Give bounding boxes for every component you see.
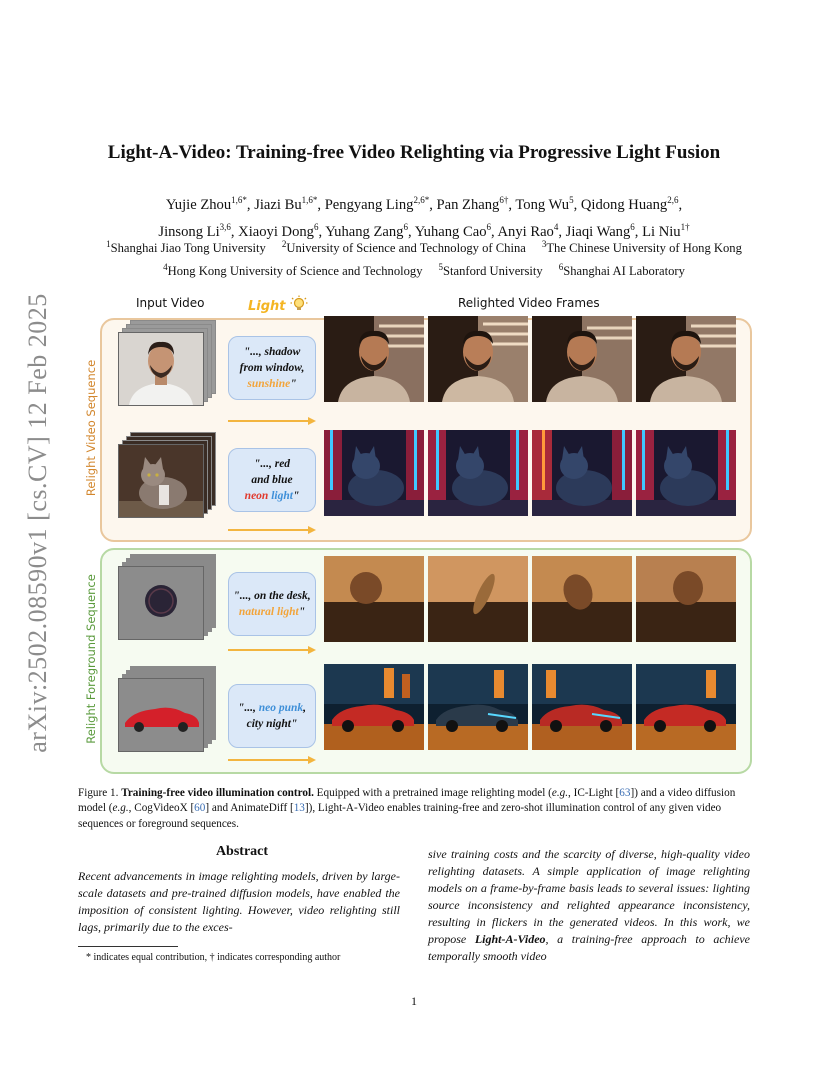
affiliation-number: 2 bbox=[281, 239, 287, 249]
author-name: Tong Wu bbox=[515, 196, 570, 213]
author-affiliation-mark: 2,6 bbox=[667, 195, 679, 205]
relit-frame-cat-3 bbox=[532, 430, 632, 516]
prompt-text: "..., shadow bbox=[243, 346, 301, 358]
relit-frame-ball-3 bbox=[532, 556, 632, 642]
prompt-text: " bbox=[290, 378, 297, 390]
citation-link[interactable]: 60 bbox=[194, 802, 206, 815]
author-name: Jinsong Li bbox=[158, 223, 220, 240]
relit-frame-ball-2 bbox=[428, 556, 528, 642]
author-affiliation-mark: 6 bbox=[486, 221, 491, 232]
caption-text: , CogVideoX [ bbox=[128, 802, 195, 815]
author-affiliation-mark: 6† bbox=[499, 195, 509, 205]
prompt-box-4 bbox=[228, 684, 316, 748]
header-relighted-frames: Relighted Video Frames bbox=[458, 296, 600, 310]
prompt-text: "..., red bbox=[253, 458, 291, 470]
header-input-video: Input Video bbox=[136, 296, 205, 310]
relit-frame-portrait-3 bbox=[532, 316, 632, 402]
author-affiliation-mark: 4 bbox=[553, 221, 559, 232]
author-affiliation-mark: 1† bbox=[680, 221, 690, 232]
section-label-text: Relight Foreground Sequence bbox=[84, 574, 98, 744]
footnote: * indicates equal contribution, † indicates corresponding author bbox=[86, 952, 341, 963]
relit-frame-cat-4 bbox=[636, 430, 736, 516]
prompt-highlight: natural light bbox=[238, 606, 299, 618]
prompt-highlight: neo punk bbox=[258, 702, 304, 714]
prompt-text: " bbox=[298, 606, 306, 618]
section-label-text: Relight Video Sequence bbox=[84, 359, 99, 497]
caption-text: ]) and a video diffusion model ( bbox=[78, 787, 736, 815]
author-affiliation-mark: 1,6* bbox=[231, 195, 247, 205]
relit-frame-cat-2 bbox=[428, 430, 528, 516]
input-stack-ball bbox=[118, 554, 214, 638]
page-number: 1 bbox=[411, 994, 417, 1008]
figure-caption bbox=[78, 786, 758, 832]
relit-frame-portrait-1 bbox=[324, 316, 424, 402]
section-label-relight-video bbox=[82, 318, 100, 538]
affiliation-name: Shanghai Jiao Tong University bbox=[110, 241, 266, 256]
prompt-text: , bbox=[303, 702, 307, 714]
author-name: Anyi Rao bbox=[497, 223, 554, 240]
prompt-text: " bbox=[292, 490, 300, 502]
affiliation bbox=[163, 264, 422, 278]
author-name: Qidong Huang bbox=[580, 196, 668, 213]
author-affiliation-mark: 6 bbox=[630, 221, 635, 232]
author-name: Yuhang Zang bbox=[325, 223, 404, 240]
author-name: Xiaoyi Dong bbox=[238, 223, 314, 240]
caption-bold: Training-free video illumination control. bbox=[121, 787, 314, 799]
caption-label: Figure 1. bbox=[78, 787, 119, 799]
author-affiliation-mark: 1,6* bbox=[301, 195, 318, 205]
prompt-text: "..., bbox=[237, 702, 259, 714]
author-name: Yuhang Cao bbox=[414, 223, 487, 240]
arxiv-stamp bbox=[18, 288, 58, 758]
figure-1 bbox=[78, 292, 758, 776]
caption-text: ]), Light-A-Video enables training-free and zero-shot illumination control of any given video sequences or foreground sequences. bbox=[78, 802, 722, 830]
paper-title: Light-A-Video: Training-free Video Relighting via Progressive Light Fusion bbox=[107, 142, 721, 163]
abstract-text: sive training costs and the scarcity of diverse, high-quality video relighting datasets. A simple application of image relighting models on a frame-by-frame basis leads to several issues: lighting source inconsistency and relighted appearance inconsistency, resulting in flickers in the generated videos. In this work, we propose bbox=[428, 847, 750, 946]
caption-text: , IC-Light [ bbox=[568, 787, 620, 799]
citation-link[interactable]: 63 bbox=[619, 787, 631, 799]
input-stack-car bbox=[118, 666, 214, 750]
affiliation-number: 6 bbox=[558, 262, 564, 273]
prompt-box-1 bbox=[228, 336, 316, 400]
footnote-rule bbox=[78, 946, 178, 947]
relit-frame-car-2 bbox=[428, 664, 528, 750]
abstract-text: , a training-free approach to achieve temporally smooth video bbox=[428, 932, 750, 963]
affiliation-name: University of Science and Technology of China bbox=[286, 241, 526, 256]
affiliation-number: 1 bbox=[106, 239, 111, 249]
abstract-right-column bbox=[428, 846, 750, 965]
affiliation-name: The Chinese University of Hong Kong bbox=[546, 241, 742, 256]
prompt-box-2 bbox=[228, 448, 316, 512]
author-affiliation-mark: 6 bbox=[313, 221, 319, 232]
caption-text: e.g. bbox=[112, 802, 129, 815]
author-name: Yujie Zhou bbox=[165, 196, 232, 213]
prompt-highlight: sunshine bbox=[247, 378, 291, 390]
relit-frame-ball-4 bbox=[636, 556, 736, 642]
arxiv-stamp-text: arXiv:2502.08590v1 [cs.CV] 12 Feb 2025 bbox=[23, 293, 52, 753]
author-name: Jiazi Bu bbox=[254, 196, 302, 213]
relit-frame-ball-1 bbox=[324, 556, 424, 642]
affiliation-number: 4 bbox=[163, 262, 168, 273]
affiliation-list bbox=[60, 235, 788, 281]
arrow-icon bbox=[228, 756, 316, 764]
citation-link[interactable]: 13 bbox=[293, 802, 305, 815]
input-stack-cat bbox=[118, 432, 214, 516]
prompt-text: and blue bbox=[251, 474, 293, 486]
author-affiliation-mark: 6 bbox=[403, 221, 408, 232]
author-affiliation-mark: 3,6 bbox=[219, 221, 231, 232]
input-frame-portrait bbox=[118, 332, 204, 406]
header-light bbox=[248, 295, 308, 314]
author-affiliation-mark: 2,6* bbox=[413, 195, 430, 205]
prompt-highlight: neon bbox=[244, 490, 269, 502]
affiliation bbox=[542, 241, 742, 255]
prompt-text: city night" bbox=[246, 718, 298, 730]
section-label-relight-foreground bbox=[82, 548, 100, 770]
author-name: Pengyang Ling bbox=[324, 196, 414, 213]
author-name: Li Niu bbox=[642, 223, 681, 240]
caption-text: Equipped with a pretrained image relighting model ( bbox=[316, 787, 552, 799]
prompt-text: from window, bbox=[239, 362, 305, 374]
prompt-highlight: light bbox=[271, 490, 293, 502]
affiliation bbox=[282, 241, 526, 255]
arrow-icon bbox=[228, 526, 316, 534]
caption-text: ] and AnimateDiff [ bbox=[205, 802, 294, 815]
affiliation-name: Shanghai AI Laboratory bbox=[563, 264, 685, 279]
affiliation bbox=[439, 264, 543, 278]
input-frame-car bbox=[118, 678, 204, 752]
header-light-label: Light bbox=[248, 299, 286, 314]
author-name: Jiaqi Wang bbox=[565, 223, 631, 240]
author-list: Yujie Zhou$^{1,6*}$, Jiazi $Bu^{1,6*}$, Pengyang Ling$^{2,6*}$, Pan Zhang$^{6\dagger}$, Tong Wu$^5$, Qidong Huang$^{2,6}$, Jinsong Li$^{3,6}$, Xiaoyi Dong$^6$, Yuhang Zang$^6$, Yuhang Cao$^6$, Anyi Rao$^4$, Jiaqi Wang$^6$, Li Niu$^{1\dagger}$ bbox=[158, 195, 690, 240]
input-frame-cat bbox=[118, 444, 204, 518]
relit-frame-car-3 bbox=[532, 664, 632, 750]
lightbulb-icon bbox=[290, 295, 308, 313]
method-name: Light-A-Video bbox=[474, 932, 546, 946]
relit-frame-cat-1 bbox=[324, 430, 424, 516]
relit-frame-car-1 bbox=[324, 664, 424, 750]
affiliation-number: 5 bbox=[438, 262, 443, 273]
relit-frame-portrait-4 bbox=[636, 316, 736, 402]
abstract-left-column: Recent advancements in image relighting models, driven by large-scale datasets and pre-trained diffusion models, have enabled the imposition of consistent lighting. However, video relighting still lags, primarily due to the exces- bbox=[78, 869, 400, 934]
affiliation-name: Stanford University bbox=[443, 264, 543, 279]
affiliation bbox=[559, 264, 685, 278]
prompt-text: "..., on the desk, bbox=[233, 590, 311, 602]
prompt-box-3 bbox=[228, 572, 316, 636]
affiliation-number: 3 bbox=[541, 239, 547, 249]
arrow-icon bbox=[228, 417, 316, 425]
caption-text: e.g. bbox=[551, 787, 569, 799]
relit-frame-car-4 bbox=[636, 664, 736, 750]
input-frame-ball bbox=[118, 566, 204, 640]
abstract-heading: Abstract bbox=[215, 844, 269, 859]
affiliation bbox=[106, 241, 266, 255]
arrow-icon bbox=[228, 646, 316, 654]
author-affiliation-mark: 5 bbox=[569, 195, 574, 205]
input-stack-portrait bbox=[118, 320, 214, 404]
author-name: Pan Zhang bbox=[436, 196, 500, 213]
affiliation-name: Hong Kong University of Science and Technology bbox=[167, 264, 423, 279]
relit-frame-portrait-2 bbox=[428, 316, 528, 402]
